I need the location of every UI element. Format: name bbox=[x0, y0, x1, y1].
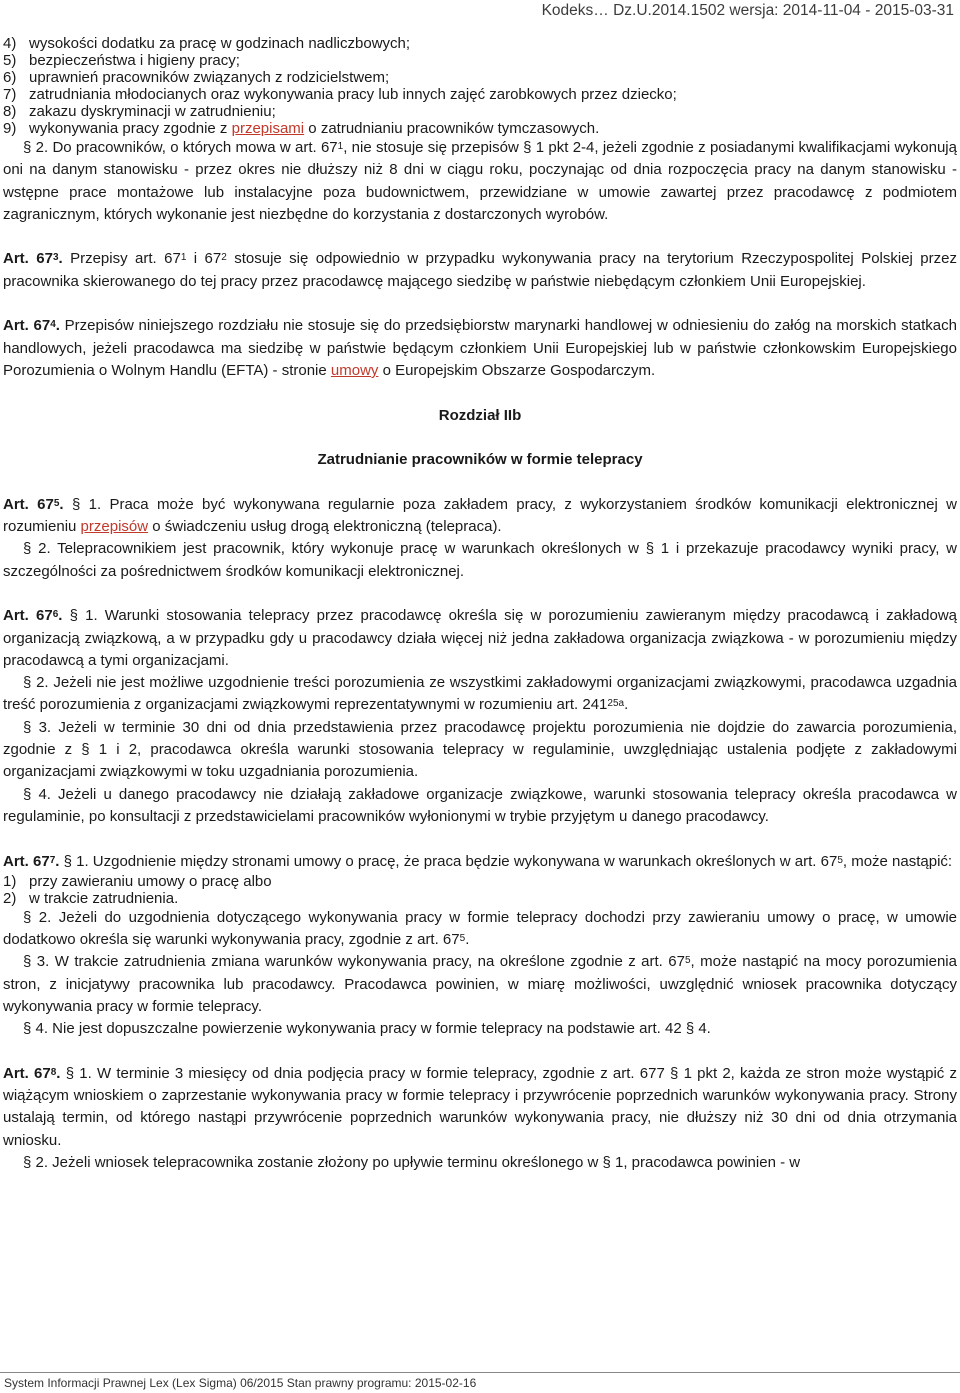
text-run: § 1. Praca może być wykonywana regularnie poza zakładem pracy, z wykorzystaniem środków komunikacji elektronicznej w rozumieniu bbox=[3, 495, 958, 536]
superscript: 1 bbox=[180, 252, 187, 264]
umowy-link[interactable]: umowy bbox=[330, 361, 379, 379]
list-text: zakazu dyskryminacji w zatrudnieniu; bbox=[29, 103, 276, 120]
superscript: 5 bbox=[459, 933, 466, 945]
list-number: 1) bbox=[3, 872, 17, 890]
text-run: § 2. Jeżeli do uzgodnienia dotyczącego wykonywania pracy w formie telepracy dochodzi przy zawieraniu umowy o pracę, w umowie dodatkowo określa się warunki wykonywania pracy, zgodnie z art. 67 bbox=[3, 908, 957, 949]
page-header: Kodeks… Dz.U.2014.1502 wersja: 2014-11-04 - 2015-03-31 bbox=[541, 2, 954, 19]
text-run: i 67 bbox=[186, 250, 222, 268]
text-run: . bbox=[624, 696, 629, 714]
przepisami-link[interactable]: przepisami bbox=[231, 120, 305, 137]
list-item bbox=[3, 69, 957, 86]
list-number: 6) bbox=[3, 69, 17, 86]
paragraph bbox=[3, 951, 957, 1018]
text-run: , może nastąpić na mocy porozumienia stron, z inicjatywy pracownika lub pracodawcy. Pracodawca powinien, w miarę możliwości, uwzględnić wniosek pracownika dotyczący wykonywania pracy w formie telepracy. bbox=[3, 953, 957, 1015]
list-text bbox=[29, 120, 599, 137]
list-text: bezpieczeństwa i higieny pracy; bbox=[29, 52, 240, 69]
list-text: w trakcie zatrudnienia. bbox=[29, 889, 179, 907]
list-text: wysokości dodatku za pracę w godzinach nadliczbowych; bbox=[29, 35, 411, 52]
list-item bbox=[3, 86, 957, 103]
superscript: 5 bbox=[684, 955, 691, 967]
article-67-8 bbox=[3, 1063, 957, 1152]
paragraph bbox=[3, 672, 957, 717]
paragraph: § 2. Telepracownikiem jest pracownik, który wykonuje pracę w warunkach określonych w § 1 i przekazuje pracodawcy wyniki pracy, w szczególności za pośrednictwem środków komunikacji elektronicznej. bbox=[3, 540, 957, 580]
list-number: 8) bbox=[3, 103, 17, 120]
list-text: uprawnień pracowników związanych z rodzicielstwem; bbox=[29, 69, 390, 86]
text-run: o świadczeniu usług drogą elektroniczną (telepraca). bbox=[148, 518, 502, 536]
superscript: 2 bbox=[221, 252, 227, 264]
article-label: Art. $67^5$. bbox=[3, 495, 64, 513]
list-item bbox=[3, 52, 957, 69]
article-label: Art. $67^3$. bbox=[3, 250, 63, 268]
list-item bbox=[3, 35, 957, 52]
article-label: Art. $67^7$. bbox=[3, 852, 60, 870]
article-67-7 bbox=[3, 851, 957, 873]
text-run: § 1. Uzgodnienie między stronami umowy o pracę, że praca będzie wykonywana w warunkach określonych w art. 67 bbox=[63, 852, 838, 870]
przepisow-link[interactable]: przepisów bbox=[80, 518, 149, 536]
text-run: § 2. Do pracowników, o których mowa w art. 67 bbox=[23, 139, 338, 156]
article-67-6 bbox=[3, 605, 957, 672]
list-item bbox=[3, 103, 957, 120]
text-run: § 3. W trakcie zatrudnienia zmiana warunków wykonywania pracy, na określone zgodnie z art. 67 bbox=[23, 953, 685, 971]
list-number: 2) bbox=[3, 889, 17, 907]
text-run: § 2. Jeżeli nie jest możliwe uzgodnienie treści porozumienia ze wszystkimi zakładowymi organizacjami związkowymi, pracodawca uzgadnia treść porozumienia z organizacjami związkowymi reprezentatywnymi w rozumieniu art. 241 bbox=[3, 674, 957, 714]
paragraph-2 bbox=[3, 137, 957, 226]
text-run: . bbox=[465, 931, 470, 949]
list-text: zatrudniania młodocianych oraz wykonywania pracy lub innych zajęć zarobkowych przez dziecko; bbox=[29, 86, 677, 103]
list-number: 7) bbox=[3, 86, 17, 103]
list-number: 5) bbox=[3, 52, 17, 69]
document-body bbox=[3, 35, 957, 1174]
list-number: 9) bbox=[3, 120, 17, 137]
text-run: o Europejskim Obszarze Gospodarczym. bbox=[378, 361, 656, 379]
list-item bbox=[3, 873, 957, 890]
text-run: wykonywania pracy zgodnie z bbox=[29, 120, 232, 137]
article-label: Art. $67^6$. bbox=[3, 607, 63, 625]
text-run: , nie stosuje się przepisów § 1 pkt 2-4, jeżeli zgodnie z posiadanymi kwalifikacjami wykonują oni na danym stanowisku - przez okres nie dłuższy niż 8 dni w ciągu roku, poczynając od dnia rozpoczęcia pracy na danym stanowisku - wstępne prace montażowe lub instalacyjne poza budownictwem, przewidziane w umowie zawartej przez pracodawcę z podmiotem zagranicznym, których wykonanie jest niezbędne do korzystania z dostarczonych wyrobów. bbox=[3, 139, 957, 223]
list-item bbox=[3, 890, 957, 907]
chapter-title: Rozdział IIb bbox=[438, 406, 522, 424]
text-run: , może nastąpić: bbox=[842, 852, 953, 870]
superscript: 5 bbox=[837, 854, 843, 866]
superscript: 25a bbox=[607, 698, 625, 710]
paragraph bbox=[3, 907, 957, 952]
list-text: przy zawieraniu umowy o pracę albo bbox=[29, 872, 272, 890]
text-run: § 1. W terminie 3 miesięcy od dnia podjęcia pracy w formie telepracy, zgodnie z art. 677 § 1 pkt 2, każda ze stron może wystąpić z wiążącym wnioskiem o zaprzestanie wykonywania pracy w formie telepracy i przywrócenie poprzednich warunków wykonywania pracy. Strony ustalają termin, od którego nastąpi przywrócenie poprzednich warunków wykonywania pracy, nie dłuższy niż 30 dni od dnia otrzymania wniosku. bbox=[3, 1064, 958, 1149]
chapter-subtitle: Zatrudnianie pracowników w formie telepracy bbox=[317, 451, 643, 469]
paragraph: § 3. Jeżeli w terminie 30 dni od dnia przedstawienia przez pracodawcę projektu porozumienia nie dojdzie do zawarcia porozumienia, zgodnie z § 1 i 2, pracodawca określa warunki stosowania telepracy w regulaminie, uwzględniając ustalenia podjęte z zakładowymi organizacjami związkowymi w toku uzgadniania porozumienia. bbox=[3, 718, 957, 781]
article-67-3 bbox=[3, 248, 957, 293]
text-run: Przepisów niniejszego rozdziału nie stosuje się do przedsiębiorstw marynarki handlowej w odniesieniu do załóg na morskich statkach handlowych, jeżeli pracodawca ma siedzibę w państwie będącym członkiem Unii Europejskiej lub w państwie członkowskim Europejskiego Porozumienia o Wolnym Handlu (EFTA) - stronie bbox=[3, 317, 957, 379]
list-item bbox=[3, 120, 957, 137]
page-footer: System Informacji Prawnej Lex (Lex Sigma) 06/2015 Stan prawny programu: 2015-02-16 bbox=[0, 1372, 960, 1393]
paragraph: § 4. Nie jest dopuszczalne powierzenie wykonywania pracy w formie telepracy na podstawie art. 42 § 4. bbox=[23, 1020, 711, 1038]
superscript: 1 bbox=[337, 141, 344, 152]
paragraph: § 4. Jeżeli u danego pracodawcy nie działają zakładowe organizacje związkowe, warunki stosowania telepracy określa pracodawca w regulaminie, po konsultacji z przedstawicielami pracowników wyłonionymi w trybie przyjętym u danego pracodawcy. bbox=[3, 785, 957, 825]
article-67-4 bbox=[3, 315, 957, 382]
article-67-5 bbox=[3, 494, 957, 539]
paragraph: § 2. Jeżeli wniosek telepracownika zostanie złożony po upływie terminu określonego w § 1, pracodawca powinien - w bbox=[23, 1154, 801, 1172]
text-run: § 1. Warunki stosowania telepracy przez pracodawcę określa się w porozumieniu zawieranym między pracodawcą i zakładową organizacją związkową, a w przypadku gdy u pracodawcy działa więcej niż jedna zakładowa organizacja związkowa - w porozumieniu między pracodawcą a tymi organizacjami. bbox=[3, 607, 957, 669]
list-number: 4) bbox=[3, 35, 17, 52]
text-run: o zatrudnianiu pracowników tymczasowych. bbox=[304, 120, 600, 137]
text-run: Przepisy art. 67 bbox=[70, 250, 181, 268]
article-label: Art. $67^8$. bbox=[3, 1064, 61, 1082]
text-run: stosuje się odpowiednio w przypadku wykonywania pracy na terytorium Rzeczypospolitej Polskiej przez pracownika skierowanego do tej pracy przez pracodawcę mającego siedzibę w państwie niebędącym członkiem Unii Europejskiej. bbox=[3, 250, 957, 290]
article-label: Art. $67^4$. bbox=[3, 317, 60, 335]
